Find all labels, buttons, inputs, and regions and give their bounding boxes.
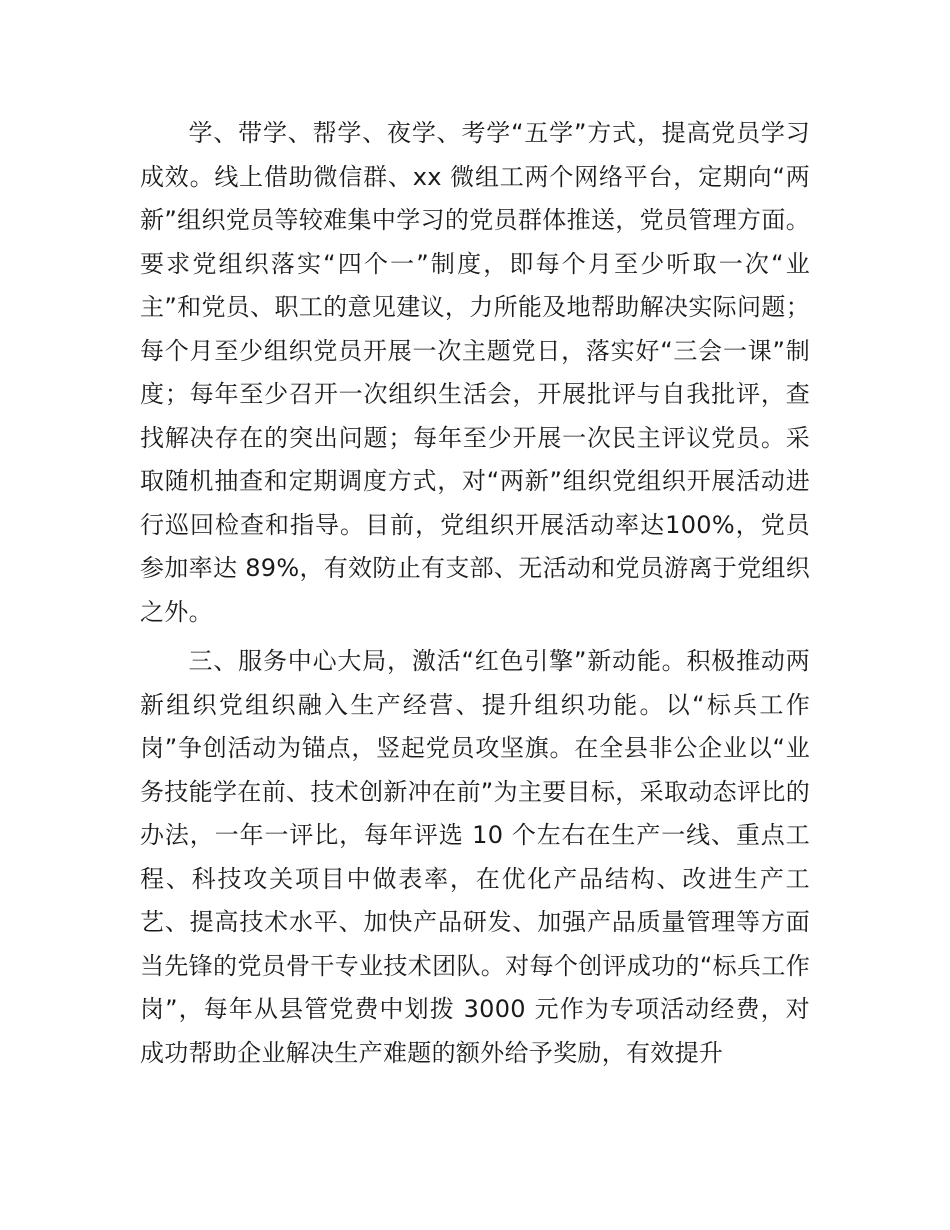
paragraph-2	[140, 640, 810, 1075]
paragraph-1	[140, 112, 810, 634]
paragraph-1-text: 学、带学、帮学、夜学、考学“五学”方式，提高党员学习成效。线上借助微信群、xx 微组工两个网络平台，定期向“两新”组织党员等较难集中学习的党员群体推送，党员管理方面。要求党组织落实“四个一”制度，即每个月至少听取一次“业主”和党员、职工的意见建议，力所能及地帮助解决实际问题；每个月至少组织党员开展一次主题党日，落实好“三会一课”制度；每年至少召开一次组织生活会，开展批评与自我批评，查找解决存在的突出问题；每年至少开展一次民主评议党员。采取随机抽查和定期调度方式，对“两新”组织党组织开展活动进行巡回检查和指导。目前，党组织开展活动率达100%，党员参加率达 89%，有效防止有支部、无活动和党员游离于党组织之外。	[140, 119, 810, 626]
paragraph-2-text: 三、服务中心大局，激活“红色引擎”新动能。积极推动两新组织党组织融入生产经营、提升组织功能。以“标兵工作岗”争创活动为锚点，竖起党员攻坚旗。在全县非公企业以“业务技能学在前、技术创新冲在前”为主要目标，采取动态评比的办法，一年一评比，每年评选 10 个左右在生产一线、重点工程、科技攻关项目中做表率，在优化产品结构、改进生产工艺、提高技术水平、加快产品研发、加强产品质量管理等方面当先锋的党员骨干专业技术团队。对每个创评成功的“标兵工作岗”，每年从县管党费中划拨 3000 元作为专项活动经费，对成功帮助企业解决生产难题的额外给予奖励，有效提升	[140, 647, 810, 1067]
